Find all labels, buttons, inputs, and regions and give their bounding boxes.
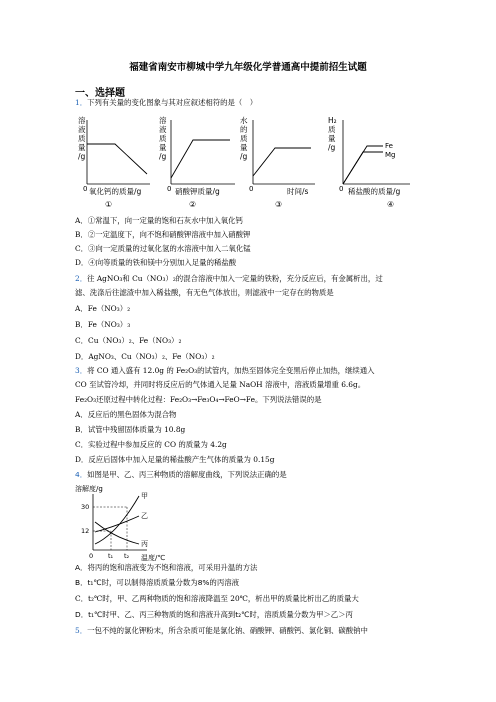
graph-2-index: ② xyxy=(189,200,197,209)
question-1-stem: 1．下列有关量的变化图象与其对应叙述相符的是（ ） xyxy=(75,98,258,107)
graph-3-index: ③ xyxy=(275,200,283,209)
question-2-number: 2． xyxy=(75,274,88,283)
graph-1-curve xyxy=(87,144,147,174)
graph-1-index: ① xyxy=(105,200,113,209)
graph-4-xlabel: 稀盐酸的质量/g xyxy=(348,187,401,196)
graph-2-xlabel: 硝酸钾质量/g xyxy=(175,187,220,196)
graph-4-ylabel-0: H₂ xyxy=(328,116,337,125)
graph-4-ylabel-1: 质 xyxy=(328,125,336,134)
graph-2-ylabel-4: /g xyxy=(159,152,167,161)
solubility-xlabel: 温度/℃ xyxy=(141,554,166,562)
graph-3-ylabel-4: /g xyxy=(240,152,248,161)
graph-3-ylabel-0: 水 xyxy=(240,116,248,125)
graph-3-xlabel: 时间/s xyxy=(287,187,309,196)
graph-1-origin: 0 xyxy=(83,185,88,193)
graph-2-curve xyxy=(171,140,230,178)
question-4-number: 4． xyxy=(75,470,88,479)
graph-4-legend-fe: Fe xyxy=(385,142,393,150)
graph-3-ylabel-3: 量 xyxy=(240,143,248,152)
question-4-stem: 4．如图是甲、乙、丙三种物质的溶解度曲线，下列说法正确的是 xyxy=(75,470,287,479)
graph-4-ylabel-2: 量 xyxy=(328,134,336,143)
question-3-stem-line-3: Fe₂O₃还原过程中转化过程：Fe₂O₃→Fe₃O₄→FeO→Fe。下列说法错误的是 xyxy=(75,395,322,404)
series-label-jia: 甲 xyxy=(141,492,148,500)
question-3-option-d: D．反应后固体中加入足量的稀盐酸产生气体的质量为 0.15g xyxy=(75,455,275,464)
solubility-origin: 0 xyxy=(89,552,94,560)
graph-2-ylabel-2: 质 xyxy=(159,134,167,143)
question-1-graphs xyxy=(75,112,425,212)
graph-3-ylabel-2: 质 xyxy=(240,134,248,143)
question-4-option-c: C．t₂℃时，甲、乙两种物质的饱和溶液降温至 20℃，析出甲的质量比析出乙的质量大 xyxy=(75,594,359,603)
curve-yi xyxy=(95,516,139,532)
question-4-option-d: D．t₁℃时甲、乙、丙三种物质的饱和溶液升高到t₂℃时，溶质质量分数为甲＞乙＞丙 xyxy=(75,610,353,619)
graph-4-curve-mg xyxy=(343,152,383,184)
graph-3-origin: 0 xyxy=(249,185,254,193)
graph-1-ylabel-1: 液 xyxy=(78,125,86,134)
question-3-stem-line-2: CO 至试管冷却，并同时将反应后的气体通入足量 NaOH 溶液中，溶液质量增重 6.6g。 xyxy=(75,380,366,389)
question-1-option-b: B．②一定温度下，向不饱和硝酸钾溶液中加入硝酸钾 xyxy=(75,230,251,239)
graph-2-origin: 0 xyxy=(167,185,172,193)
question-3-option-a: A．反应后的黑色固体为混合物 xyxy=(75,410,177,419)
question-5-number: 5． xyxy=(75,626,88,635)
question-3-option-b: B．试管中残留固体质量为 10.8g xyxy=(75,425,186,434)
solubility-curve-graph xyxy=(75,482,175,562)
graph-3-curve xyxy=(253,148,311,176)
page-title: 福建省南安市柳城中学九年级化学普通高中提前招生试题 xyxy=(129,62,367,73)
question-1-number: 1． xyxy=(75,98,88,107)
graph-3 xyxy=(240,115,315,209)
question-2-option-c: C．Cu（NO₃）₂、Fe（NO₃）₂ xyxy=(75,336,182,345)
solubility-xtick-t1: t₁ xyxy=(108,552,114,560)
series-label-bing: 丙 xyxy=(141,540,148,548)
question-4-option-a: A．将丙的饱和溶液变为不饱和溶液，可采用升温的方法 xyxy=(75,563,258,572)
graph-2-ylabel-0: 溶 xyxy=(159,116,167,125)
curve-jia xyxy=(95,496,139,544)
section-heading: 一、选择题 xyxy=(75,88,125,99)
graph-3-ylabel-1: 的 xyxy=(240,125,248,134)
graph-4-legend-mg: Mg xyxy=(385,151,396,159)
question-3-option-c: C．实验过程中参加反应的 CO 的质量为 4.2g xyxy=(75,440,227,449)
question-2-option-b: B．Fe（NO₃）₃ xyxy=(75,320,131,329)
question-2-stem-line-1: 2．往 AgNO₃和 Cu（NO₃）₂的混合溶液中加入一定量的铁粉，充分反应后，有金属析出，过 xyxy=(75,274,383,283)
graph-1 xyxy=(78,115,150,209)
question-4-option-b: B．t₁℃时，可以制得溶质质量分数为8%的丙溶液 xyxy=(75,578,239,587)
question-3-stem-line-1: 3．将 CO 通入盛有 12.0g 的 Fe₂O₃的试管内，加热至固体完全变黑后停止加热，继续通入 xyxy=(75,366,375,375)
graph-1-xlabel: 氧化钙的质量/g xyxy=(89,187,142,196)
graph-4-ylabel-3: /g xyxy=(328,143,336,152)
graph-1-ylabel-0: 溶 xyxy=(78,116,86,125)
question-2-option-a: A．Fe（NO₃）₂ xyxy=(75,304,131,313)
solubility-ytick-12: 12 xyxy=(81,527,90,535)
graph-1-ylabel-4: /g xyxy=(78,152,86,161)
question-1-option-d: D．④向等质量的铁和镁中分别加入足量的稀盐酸 xyxy=(75,258,237,267)
question-1-option-c: C．③向一定质量的过氧化氢的水溶液中加入二氧化锰 xyxy=(75,244,251,253)
question-5-stem: 5．一包不纯的氯化钾粉末，所含杂质可能是氯化钠、硝酸钾、硝酸钙、氯化铜、碳酸钠中 xyxy=(75,626,368,635)
question-2-option-d: D．AgNO₃、Cu（NO₃）₂、Fe（NO₃）₂ xyxy=(75,352,215,361)
series-label-yi: 乙 xyxy=(141,512,148,520)
question-3-number: 3． xyxy=(75,366,88,375)
solubility-ytick-30: 30 xyxy=(81,503,90,511)
question-2-stem-line-2: 滤、洗涤后往滤渣中加入稀盐酸，有无色气体放出，则滤液中一定存在的物质是 xyxy=(75,288,334,297)
graph-2 xyxy=(159,115,235,209)
graph-4 xyxy=(328,116,410,209)
graph-4-origin: 0 xyxy=(339,185,344,193)
graph-2-ylabel-3: 量 xyxy=(159,143,167,152)
graph-1-ylabel-2: 质 xyxy=(78,134,86,143)
solubility-ylabel: 溶解度/g xyxy=(75,485,103,493)
graph-1-ylabel-3: 量 xyxy=(78,143,86,152)
question-1-option-a: A．①常温下，向一定量的饱和石灰水中加入氧化钙 xyxy=(75,216,243,225)
solubility-xtick-t2: t₂ xyxy=(124,552,130,560)
graph-4-index: ④ xyxy=(387,200,395,209)
graph-2-ylabel-1: 液 xyxy=(159,125,167,134)
